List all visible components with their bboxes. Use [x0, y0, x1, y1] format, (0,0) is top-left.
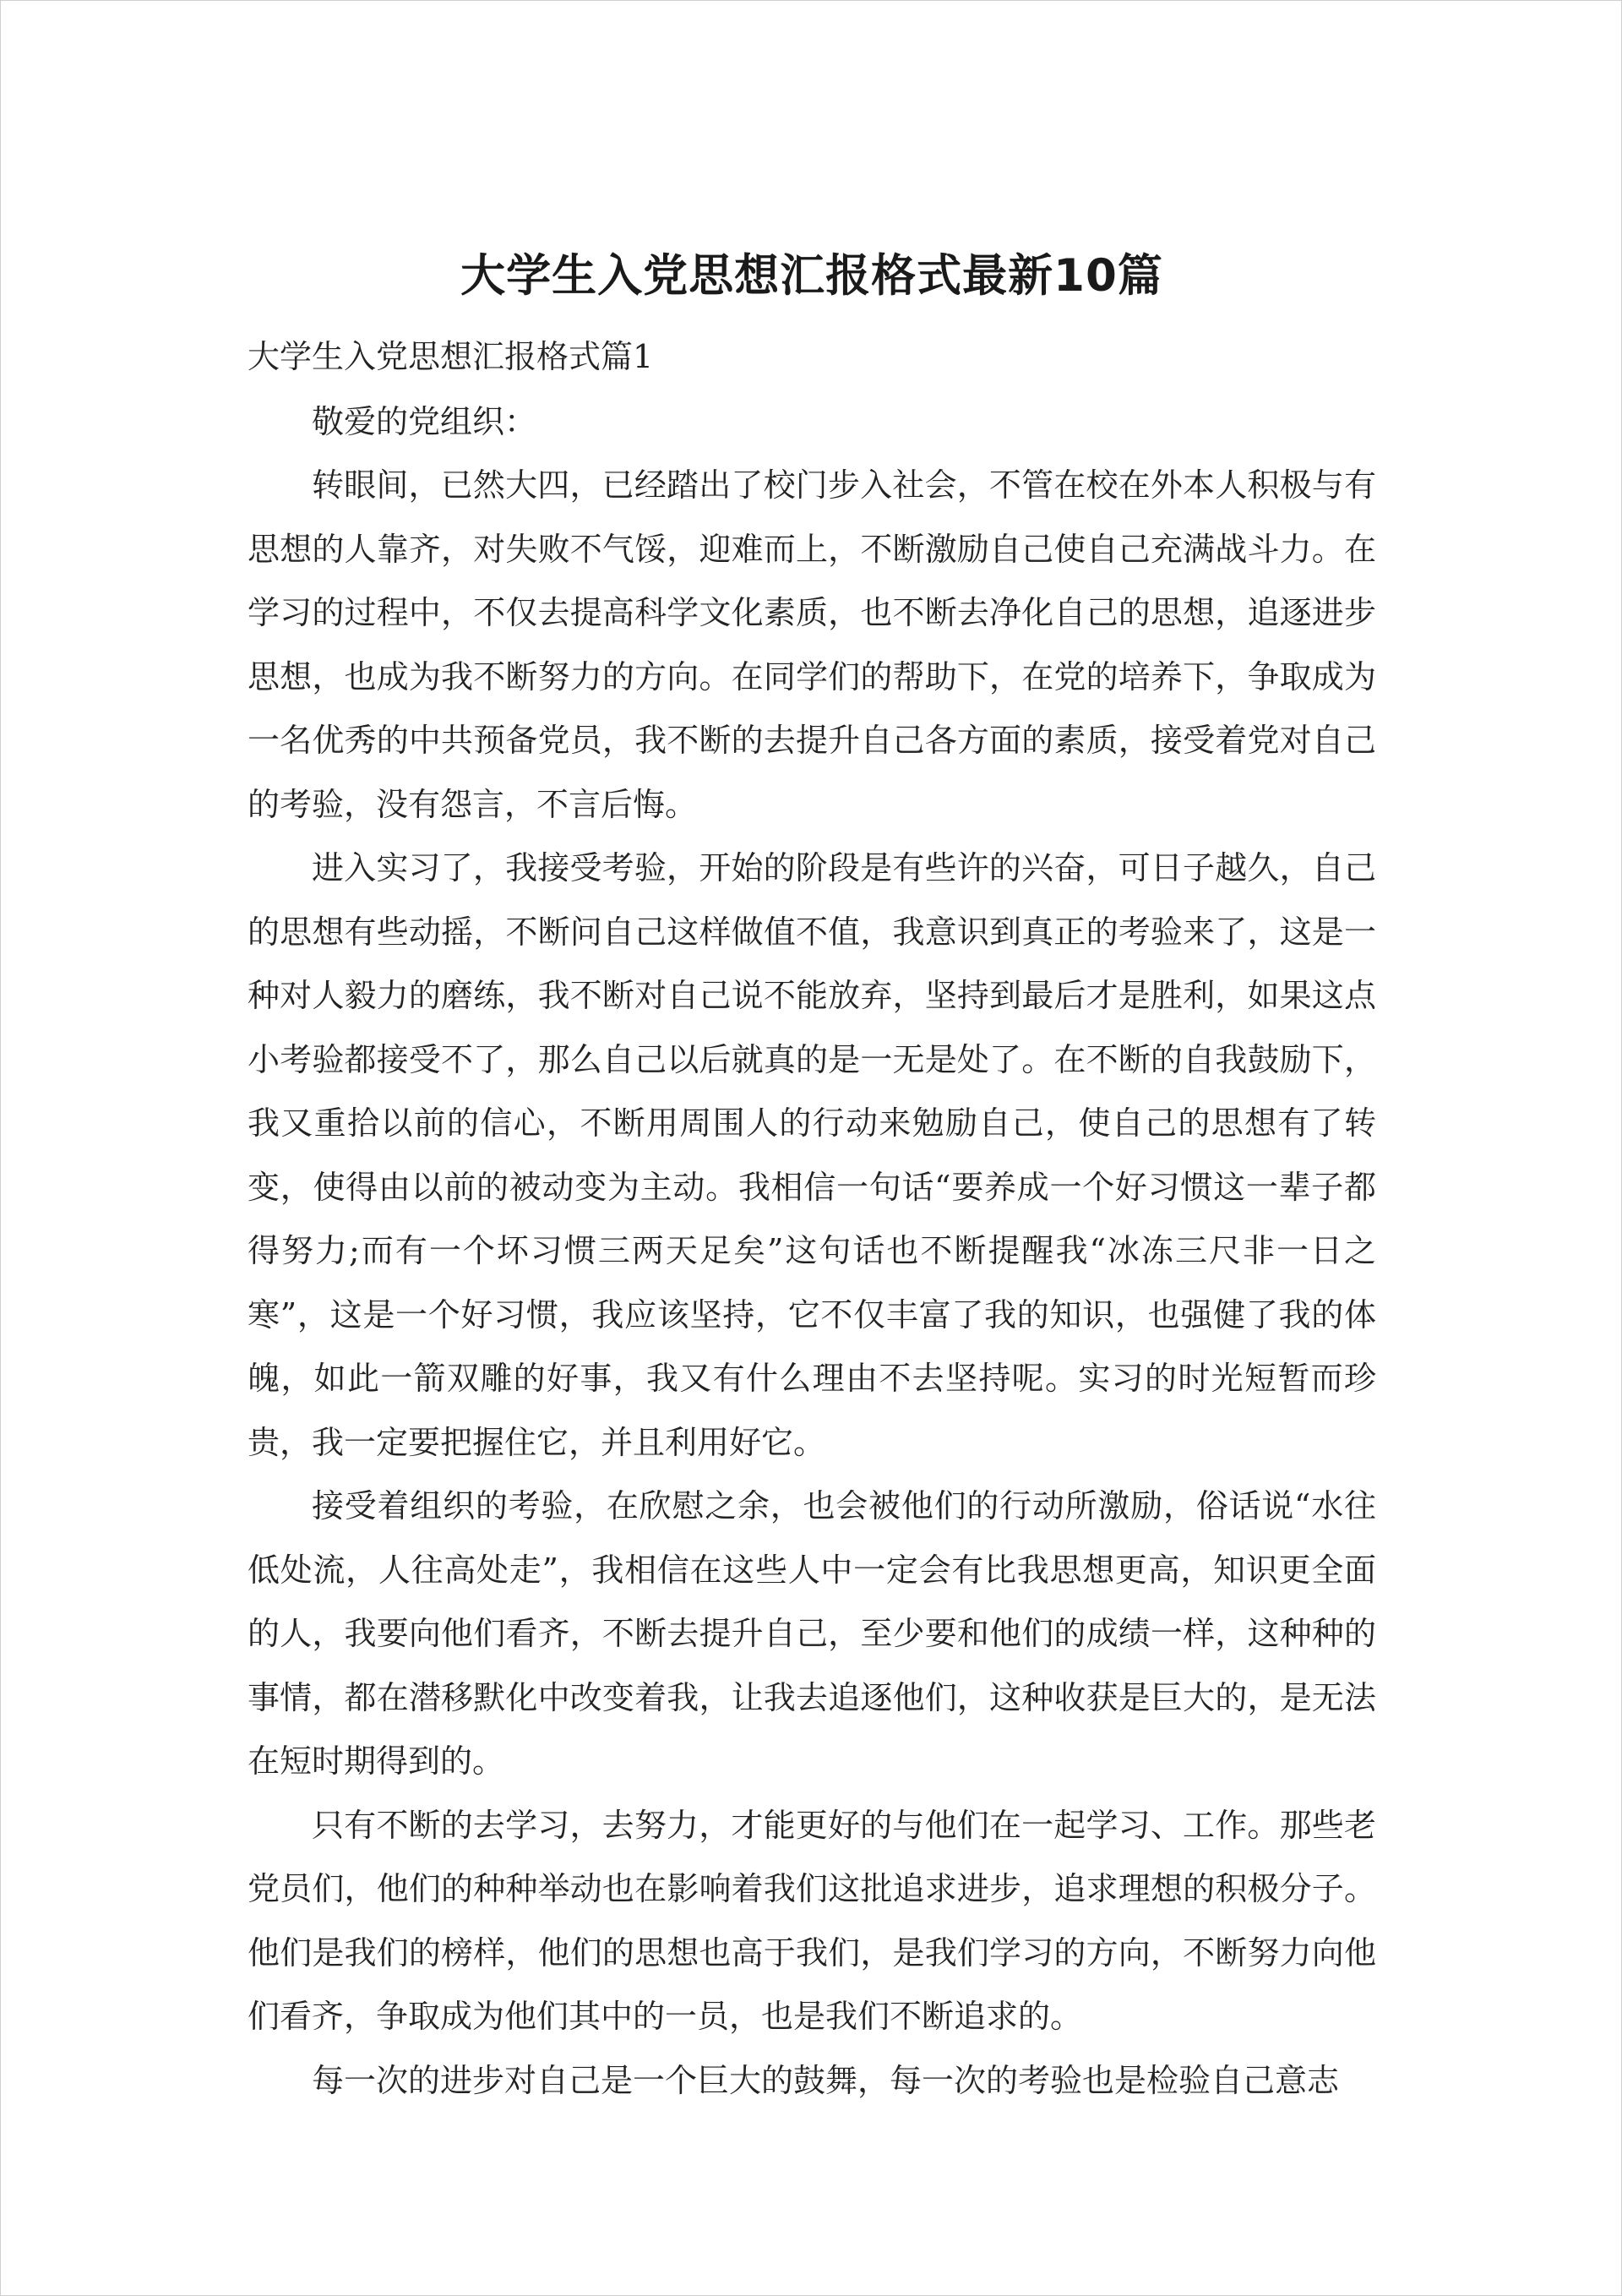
paragraph: 每一次的进步对自己是一个巨大的鼓舞，每一次的考验也是检验自己意志: [312, 2061, 1340, 2099]
body-text: [248, 454, 1376, 2113]
document-title: 大学生入党思想汇报格式最新10篇: [460, 250, 1163, 302]
salutation: 敬爱的党组织：: [312, 403, 537, 440]
paragraph: 转眼间，已然大四，已经踏出了校门步入社会，不管在校在外本人积极与有思想的人靠齐，对失败不气馁，迎难而上，不断激励自己使自己充满战斗力。在学习的过程中，不仅去提高科学文化素质，也不断去净化自己的思想，追逐进步思想，也成为我不断努力的方向。在同学们的帮助下，在党的培养下，争取成为一名优秀的中共预备党员，我不断的去提升自己各方面的素质，接受着党对自己的考验，没有怨言，不言后悔。: [248, 466, 1376, 823]
paragraph: 只有不断的去学习，去努力，才能更好的与他们在一起学习、工作。那些老党员们，他们的种种举动也在影响着我们这批追求进步，追求理想的积极分子。他们是我们的榜样，他们的思想也高于我们，是我们学习的方向，不断努力向他们看齐，争取成为他们其中的一员，也是我们不断追求的。: [248, 1806, 1376, 2035]
paragraph: 进入实习了，我接受考验，开始的阶段是有些许的兴奋，可日子越久，自己的思想有些动摇，不断问自己这样做值不值，我意识到真正的考验来了，这是一种对人毅力的磨练，我不断对自己说不能放弃，坚持到最后才是胜利，如果这点小考验都接受不了，那么自己以后就真的是一无是处了。在不断的自我鼓励下，我又重拾以前的信心，不断用周围人的行动来勉励自己，使自己的思想有了转变，使得由以前的被动变为主动。我相信一句话“要养成一个好习惯这一辈子都得努力;而有一个坏习惯三两天足矣”这句话也不断提醒我“冰冻三尺非一日之寒”，这是一个好习惯，我应该坚持，它不仅丰富了我的知识，也强健了我的体魄，如此一箭双雕的好事，我又有什么理由不去坚持呢。实习的时光短暂而珍贵，我一定要把握住它，并且利用好它。: [248, 849, 1376, 1461]
paragraph: 接受着组织的考验，在欣慰之余，也会被他们的行动所激励，俗话说“水往低处流，人往高处走”，我相信在这些人中一定会有比我思想更高，知识更全面的人，我要向他们看齐，不断去提升自己，至少要和他们的成绩一样，这种种的事情，都在潜移默化中改变着我，让我去追逐他们，这种收获是巨大的，是无法在短时期得到的。: [248, 1487, 1376, 1780]
section-heading: 大学生入党思想汇报格式篇1: [248, 338, 654, 375]
